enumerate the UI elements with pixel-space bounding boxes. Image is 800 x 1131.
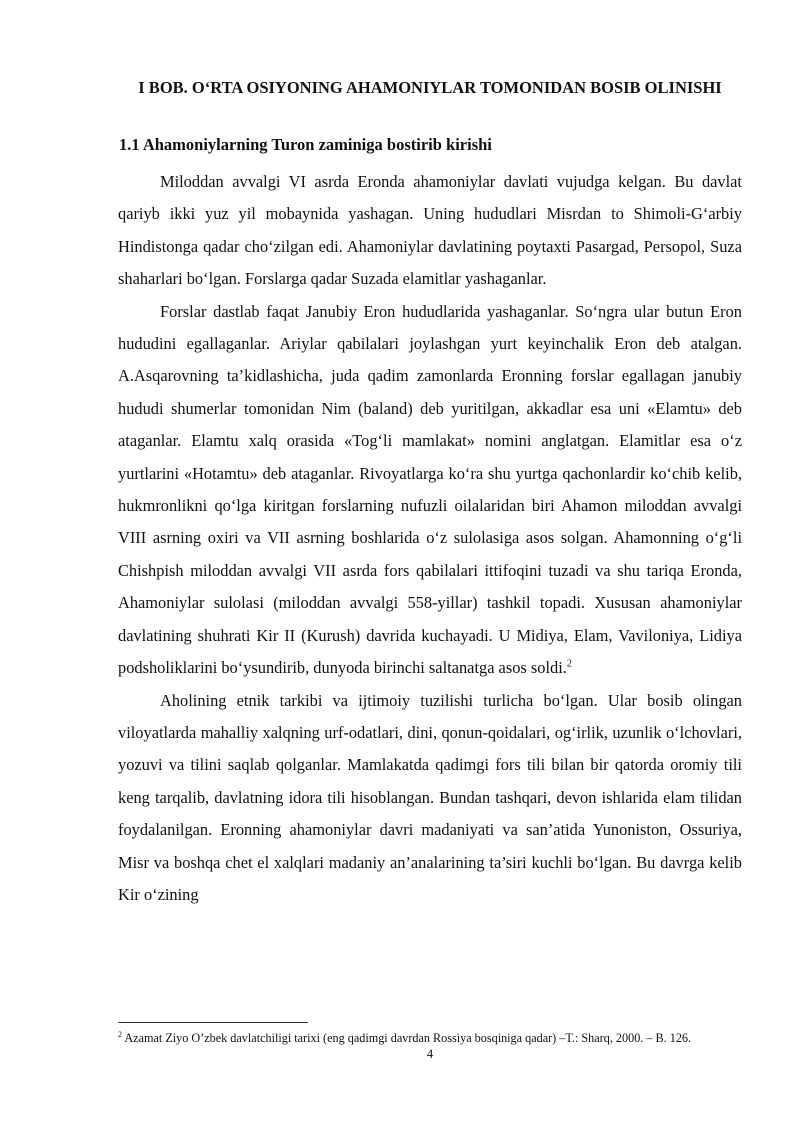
footnote-number: 2 [118,1029,122,1039]
footnote-reference[interactable]: 2 [566,658,572,670]
paragraph [118,166,742,296]
paragraph-text: Forslar dastlab faqat Janubiy Eron hududlarida yashaganlar. So‘ngra ular butun Eron hududini egallaganlar. Ariylar qabilalari joylashgan yurt keyinchalik Eron deb atalgan. A.Asqarovning ta’kidlashicha, juda qadim zamonlarda Eronning forslar egallagan janubiy hududi shumerlar tomonidan Nim (baland) deb yuritilgan, akkadlar esa uni «Elamtu» deb ataganlar. Elamtu xalq orasida «Tog‘li mamlakat» nomini anglatgan. Elamitlar esa o‘z yurtlarini «Hotamtu» deb ataganlar. Rivoyatlarga ko‘ra shu yurtga qachonlardir ko‘chib kelib, hukmronlikni qo‘lga kiritgan forslarning nufuzli oilalaridan biri Ahamon miloddan avvalgi VIII asrning oxiri va VII asrning boshlarida o‘z sulolasiga asos solgan. Ahamonning o‘g‘li Chishpish miloddan avvalgi VII asrda fors qabilalari ittifoqini tuzadi va shu tariqa Eronda, Ahamoniylar sulolasi (miloddan avvalgi 558-yillar) tashkil topadi. Xususan ahamoniylar davlatining shuhrati Kir II (Kurush) davrida kuchayadi. U Midiya, Elam, Vaviloniya, Lidiya podsholiklarini bo‘ysundirib, dunyoda birinchi saltanatga asos soldi. [118,301,742,678]
footnote [118,1030,758,1046]
footnote-text: Azamat Ziyo O’zbek davlatchiligi tarixi (eng qadimgi davrdan Rossiya bosqiniga qadar) –T.: Sharq, 2000. – B. 126. [124,1031,692,1045]
footnote-divider [118,1022,308,1023]
paragraph [118,296,742,685]
chapter-title: I BOB. O‘RTA OSIYONING AHAMONIYLAR TOMONIDAN BOSIB OLINISHI [138,78,722,97]
section-title: 1.1 Ahamoniylarning Turon zaminiga bostirib kirishi [119,135,492,154]
page-number: 4 [426,1047,434,1061]
paragraph [118,685,742,912]
body-text [118,166,742,911]
paragraph-text: Miloddan avvalgi VI asrda Eronda ahamoniylar davlati vujudga kelgan. Bu davlat qariyb ikki yuz yil mobaynida yashagan. Uning hududlari Misrdan to Shimoli-G‘arbiy Hindistonga qadar cho‘zilgan edi. Ahamoniylar davlatining poytaxti Pasargad, Persopol, Suza shaharlari bo‘lgan. Forslarga qadar Suzada elamitlar yashaganlar. [118,172,742,289]
paragraph-text: Aholining etnik tarkibi va ijtimoiy tuzilishi turlicha bo‘lgan. Ular bosib olingan viloyatlarda mahalliy xalqning urf-odatlari, dini, qonun-qoidalari, og‘irlik, uzunlik o‘lchovlari, yozuvi va tilini saqlab qolganlar. Mamlakatda qadimgi fors tili bilan bir qatorda oromiy tili keng tarqalib, davlatning idora tili hisoblangan. Bundan tashqari, devon ishlarida elam tilidan foydalanilgan. Eronning ahamoniylar davri madaniyati va san’atida Yunoniston, Ossuriya, Misr va boshqa chet el xalqlari madaniy an’analarining ta’siri kuchli bo‘lgan. Bu davrga kelib Kir o‘zining [118,690,742,904]
